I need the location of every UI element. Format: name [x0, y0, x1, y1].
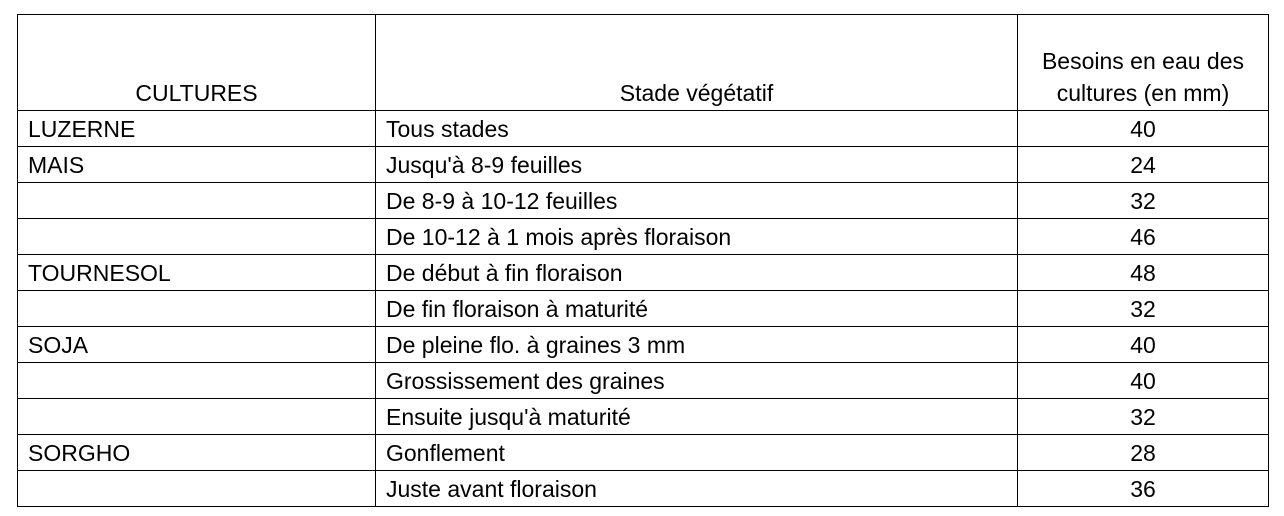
header-besoins-en-eau: Besoins en eau des cultures (en mm): [1018, 15, 1269, 111]
header-cultures: CULTURES: [18, 15, 376, 111]
table-row: [18, 147, 1269, 183]
table-row: [18, 363, 1269, 399]
cell-stade: Grossissement des graines: [376, 363, 1018, 399]
cell-culture: [18, 291, 376, 327]
cell-stade: Tous stades: [376, 111, 1018, 147]
cell-besoin: 40: [1018, 111, 1269, 147]
cell-besoin: 24: [1018, 147, 1269, 183]
cell-culture: TOURNESOL: [18, 255, 376, 291]
cell-stade: De 8-9 à 10-12 feuilles: [376, 183, 1018, 219]
cell-stade: Ensuite jusqu'à maturité: [376, 399, 1018, 435]
table-row: [18, 291, 1269, 327]
cell-culture: [18, 471, 376, 507]
table-row: [18, 327, 1269, 363]
cell-besoin: 36: [1018, 471, 1269, 507]
cell-besoin: 32: [1018, 399, 1269, 435]
cell-culture: SORGHO: [18, 435, 376, 471]
cell-stade: De pleine flo. à graines 3 mm: [376, 327, 1018, 363]
table-row: [18, 399, 1269, 435]
crop-water-needs-table: [17, 14, 1269, 507]
table-row: [18, 219, 1269, 255]
table-row: [18, 183, 1269, 219]
cell-besoin: 28: [1018, 435, 1269, 471]
cell-culture: SOJA: [18, 327, 376, 363]
cell-culture: [18, 399, 376, 435]
cell-besoin: 46: [1018, 219, 1269, 255]
table-row: [18, 255, 1269, 291]
cell-besoin: 48: [1018, 255, 1269, 291]
table-row: [18, 471, 1269, 507]
cell-besoin: 40: [1018, 327, 1269, 363]
cell-besoin: 32: [1018, 183, 1269, 219]
cell-culture: LUZERNE: [18, 111, 376, 147]
table-row: [18, 435, 1269, 471]
header-stade-vegetatif: Stade végétatif: [376, 15, 1018, 111]
cell-stade: De début à fin floraison: [376, 255, 1018, 291]
cell-culture: [18, 183, 376, 219]
cell-stade: Juste avant floraison: [376, 471, 1018, 507]
cell-besoin: 32: [1018, 291, 1269, 327]
cell-culture: [18, 219, 376, 255]
cell-stade: De 10-12 à 1 mois après floraison: [376, 219, 1018, 255]
cell-culture: [18, 363, 376, 399]
cell-stade: Jusqu'à 8-9 feuilles: [376, 147, 1018, 183]
cell-besoin: 40: [1018, 363, 1269, 399]
header-row: [18, 15, 1269, 111]
table-row: [18, 111, 1269, 147]
cell-stade: Gonflement: [376, 435, 1018, 471]
cell-culture: MAIS: [18, 147, 376, 183]
cell-stade: De fin floraison à maturité: [376, 291, 1018, 327]
